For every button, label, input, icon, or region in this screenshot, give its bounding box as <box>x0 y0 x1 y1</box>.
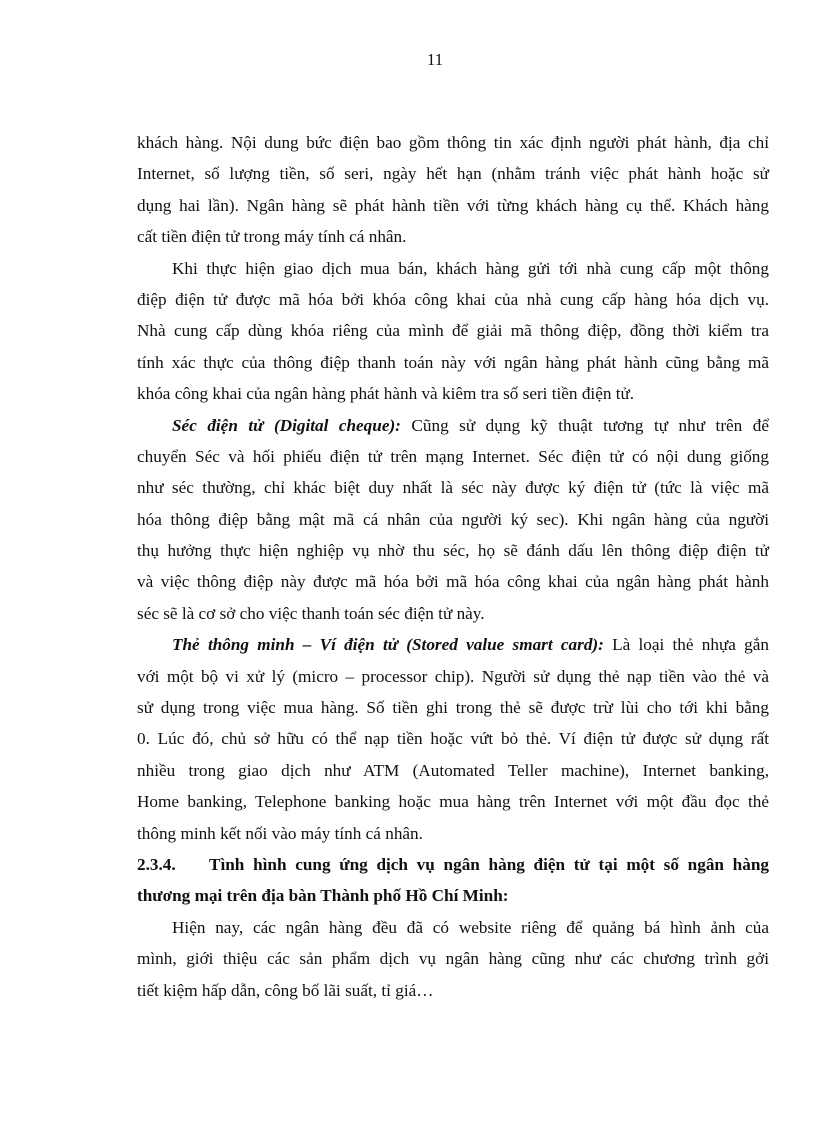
text-line <box>137 410 769 441</box>
term-smart-card: Thẻ thông minh – Ví điện tử (Stored value smart card): <box>172 635 604 655</box>
text-line: hóa thông điệp bằng mật mã cá nhân của người ký sec). Khi ngân hàng của người <box>137 509 769 529</box>
text-line: séc sẽ là cơ sở cho việc thanh toán séc điện tử này. <box>137 603 485 623</box>
text-line: thụ hưởng thực hiện nghiệp vụ nhờ thu séc, họ sẽ đánh dấu lên thông điệp điện tử <box>137 541 769 561</box>
paragraph-smart-card <box>137 629 769 849</box>
text-line: 0. Lúc đó, chủ sở hữu có thể nạp tiền hoặc vứt bỏ thẻ. Ví điện tử được sử dụng rất <box>137 729 769 749</box>
text-run: Là loại thẻ nhựa gắn <box>603 635 769 655</box>
page-number: 11 <box>426 50 444 69</box>
section-title: Tình hình cung ứng dịch vụ ngân hàng điện tử tại một số ngân hàng <box>209 854 769 874</box>
text-line: tiết kiệm hấp dẫn, công bố lãi suất, tỉ giá… <box>137 980 434 1000</box>
term-digital-cheque: Séc điện tử (Digital cheque): <box>172 415 401 435</box>
text-line <box>137 629 769 660</box>
text-line: Hiện nay, các ngân hàng đều đã có website riêng để quảng bá hình ảnh của <box>172 917 769 937</box>
heading-line: thương mại trên địa bàn Thành phố Hồ Chí Minh: <box>137 886 509 906</box>
text-line: mình, giới thiệu các sản phẩm dịch vụ ngân hàng cũng như các chương trình gởi <box>137 949 769 969</box>
text-line: với một bộ vi xử lý (micro – processor chip). Người sử dụng thẻ nạp tiền vào thẻ và <box>137 666 769 686</box>
text-line: thông minh kết nối vào máy tính cá nhân. <box>137 823 423 843</box>
text-line: Nhà cung cấp dùng khóa riêng của mình để giải mã thông điệp, đồng thời kiểm tra <box>137 321 769 341</box>
text-line: nhiều trong giao dịch như ATM (Automated Teller machine), Internet banking, <box>137 760 769 780</box>
paragraph-digital-cheque <box>137 410 769 630</box>
heading-line <box>137 849 769 880</box>
paragraph-transaction <box>137 253 769 410</box>
text-line: cất tiền điện tử trong máy tính cá nhân. <box>137 227 407 247</box>
section-number: 2.3.4. <box>137 854 176 874</box>
text-line: và việc thông điệp này được mã hóa bởi mã hóa công khai của ngân hàng phát hành <box>137 572 769 592</box>
text-line: khóa công khai của ngân hàng phát hành và kiêm tra số seri tiền điện tử. <box>137 384 635 404</box>
section-heading <box>137 849 769 912</box>
text-line: khách hàng. Nội dung bức điện bao gồm thông tin xác định người phát hành, địa chỉ <box>137 133 769 152</box>
paragraph-closing <box>137 912 769 1006</box>
text-line: Khi thực hiện giao dịch mua bán, khách hàng gửi tới nhà cung cấp một thông <box>172 258 769 278</box>
text-run: Cũng sử dụng kỹ thuật tương tự như trên để <box>400 415 769 435</box>
paragraph-intro <box>137 127 769 253</box>
text-line: chuyển Séc và hối phiếu điện tử trên mạng Internet. Séc điện tử có nội dung giống <box>137 446 769 466</box>
text-line: điệp điện tử được mã hóa bởi khóa công khai của nhà cung cấp hàng hóa dịch vụ. <box>137 289 769 309</box>
text-line: sử dụng trong việc mua hàng. Số tiền ghi trong thẻ sẽ được trừ lùi cho tới khi bằng <box>137 698 769 718</box>
text-line: Home banking, Telephone banking hoặc mua hàng trên Internet với một đầu đọc thẻ <box>137 792 769 812</box>
text-line: như séc thường, chỉ khác biệt duy nhất là séc này được ký điện tử (tức là việc mã <box>137 478 769 498</box>
text-line: dụng hai lần). Ngân hàng sẽ phát hành tiền với từng khách hàng cụ thể. Khách hàng <box>137 195 769 215</box>
text-line: tính xác thực của thông điệp thanh toán này với ngân hàng phát hành cũng bằng mã <box>137 352 769 372</box>
document-body <box>137 127 769 1006</box>
text-line: Internet, số lượng tiền, số seri, ngày hết hạn (nhằm tránh việc phát hành hoặc sử <box>137 164 769 184</box>
